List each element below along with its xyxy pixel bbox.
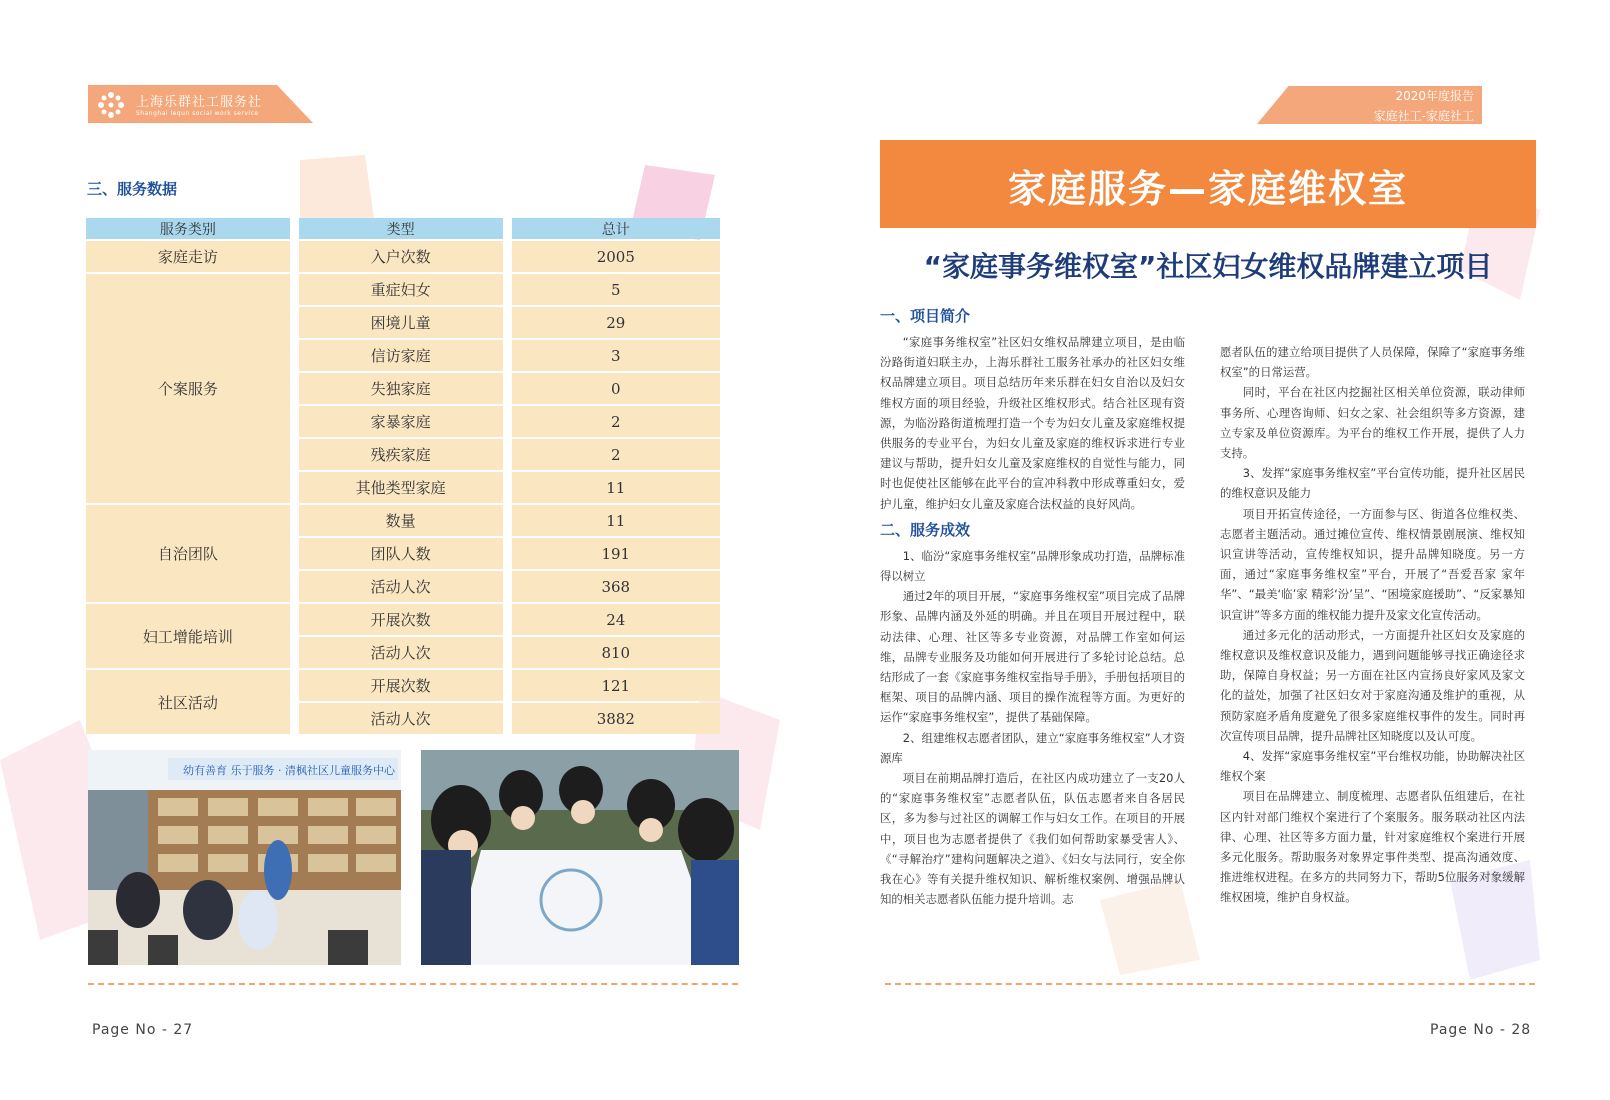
table-cell-type: 活动人次: [299, 571, 503, 602]
table-cell-total: 368: [512, 571, 720, 602]
table-cell-type: 活动人次: [299, 703, 503, 734]
paragraph: 同时，平台在社区内挖掘社区相关单位资源，联动律师事务所、心理咨询师、妇女之家、社会组织等多方资源，建立专家及单位资源库。为平台的维权工作开展，提供了人力支持。: [1220, 385, 1525, 461]
table-cell-type: 开展次数: [299, 604, 503, 635]
paragraph: 通过多元化的活动形式，一方面提升社区妇女及家庭的维权意识及维权意识及能力，遇到问题能够寻找正确途径求助，保障自身权益；另一方面在社区内宣扬良好家风及家文化的益处，加强了社区妇女对于家庭沟通及维护的重视，从预防家庭矛盾角度避免了很多家庭维权事件的发生。同时再次宣传项目品牌，提升品牌社区知晓度以及认可度。: [1220, 627, 1525, 743]
paragraph: 项目开拓宣传途径，一方面参与区、街道各位维权类、志愿者主题活动。通过摊位宣传、维权情景剧展演、维权知识宣讲等活动，宣传维权知识，提升品牌知晓度。另一方面，通过“家庭事务维权室”平台，开展了“吾爱吾家 家年华”、“最美‘临’家 精彩‘汾’呈”、“困境家庭援助”、“反家暴知识宣讲”等多方面的维权能力提升及家文化宣传活动。: [1220, 506, 1525, 622]
report-department: 家庭社工-家庭社工: [1373, 109, 1474, 123]
table-cell-total: 121: [512, 670, 720, 701]
table-header-total: 总计: [512, 218, 720, 239]
table-cell-type: 失独家庭: [299, 373, 503, 404]
heading-service-results: 二、服务成效: [880, 520, 971, 539]
logo-text-cn: 上海乐群社工服务社: [136, 95, 263, 110]
table-cell-type: 重症妇女: [299, 274, 503, 305]
table-cell-type: 信访家庭: [299, 340, 503, 371]
table-cell-category: 妇工增能培训: [86, 604, 290, 668]
banner-title: 家庭服务—家庭维权室: [1007, 167, 1408, 211]
table-cell-total: 2005: [512, 241, 720, 272]
photo-sign-text: 幼有善育 乐于服务 · 清枫社区儿童服务中心: [183, 764, 395, 777]
footer-divider-left: [88, 983, 738, 985]
table-row: [86, 670, 720, 701]
paragraph: 愿者队伍的建立给项目提供了人员保障，保障了“家庭事务维权室”的日常运营。: [1220, 345, 1525, 380]
paragraph: 1、临汾“家庭事务维权室”品牌形象成功打造，品牌标准得以树立: [880, 548, 1185, 584]
paragraph: 项目在前期品牌打造后，在社区内成功建立了一支20人的“家庭事务维权室”志愿者队伍，队伍志愿者来自各居民区，多为参与过社区的调解工作与妇女工作。在项目的开展中，项目也为志愿者提供了《我们如何帮助家暴受害人》、《“寻解治疗”建构问题解决之道》、《妇女与法同行，安全你我在心》等有关提升维权知识、解析维权案例、增强品牌认知的相关志愿者队伍能力提升培训。志: [880, 771, 1185, 907]
table-row: [86, 505, 720, 536]
table-header-category: 服务类别: [86, 218, 290, 239]
photo-children-library: [88, 750, 401, 965]
table-cell-total: 29: [512, 307, 720, 338]
table-body: [86, 241, 720, 734]
table-row: [86, 241, 720, 272]
paragraph: “家庭事务维权室”社区妇女维权品牌建立项目，是由临汾路街道妇联主办，上海乐群社工服务社承办的社区妇女维权品牌建立项目。项目总结历年来乐群在妇女自治以及妇女维权方面的项目经验，升级社区维权形式。结合社区现有资源，为临汾路街道梳理打造一个专为妇女儿童及家庭维权提供服务的专业平台，为妇女儿童及家庭的维权诉求进行专业建议与帮助，提升妇女儿童及家庭维权的自觉性与能力，同时也促使社区能够在此平台的宣冲科教中形成尊重妇女，爱护儿童，维护妇女儿童及家庭合法权益的良好风尚。: [880, 335, 1185, 511]
table-cell-type: 困境儿童: [299, 307, 503, 338]
table-cell-total: 11: [512, 505, 720, 536]
table-cell-total: 3882: [512, 703, 720, 734]
table-cell-total: 0: [512, 373, 720, 404]
table-header-type: 类型: [299, 218, 503, 239]
table-cell-type: 残疾家庭: [299, 439, 503, 470]
table-cell-total: 3: [512, 340, 720, 371]
page-number-right: Page No - 28: [1430, 1022, 1532, 1038]
report-year: 2020年度报告: [1395, 89, 1474, 103]
photo-group-activity: [421, 750, 739, 965]
table-cell-type: 数量: [299, 505, 503, 536]
table-row: [86, 604, 720, 635]
text-column-1: [880, 300, 1185, 909]
photo-group-activity-image: [421, 750, 739, 965]
table-cell-type: 活动人次: [299, 637, 503, 668]
flower-logo-icon: [96, 90, 126, 120]
footer-divider-right: [885, 983, 1535, 985]
table-cell-total: 2: [512, 406, 720, 437]
page-number-left: Page No - 27: [92, 1022, 194, 1038]
table-cell-type: 入户次数: [299, 241, 503, 272]
table-cell-category: 家庭走访: [86, 241, 290, 272]
table-cell-total: 191: [512, 538, 720, 569]
table-cell-total: 5: [512, 274, 720, 305]
table-cell-type: 开展次数: [299, 670, 503, 701]
photo-children-library-image: [88, 750, 401, 965]
table-cell-total: 24: [512, 604, 720, 635]
logo-text-en: Shanghai lequn social work service: [136, 110, 259, 117]
table-cell-type: 团队人数: [299, 538, 503, 569]
paragraph: 3、发挥“家庭事务维权室”平台宣传功能，提升社区居民的维权意识及能力: [1220, 466, 1525, 501]
service-data-table: [77, 216, 729, 736]
paragraph: 2、组建维权志愿者团队，建立“家庭事务维权室”人才资源库: [880, 730, 1185, 765]
table-cell-type: 其他类型家庭: [299, 472, 503, 503]
table-cell-total: 810: [512, 637, 720, 668]
paragraph: 4、发挥“家庭事务维权室”平台维权功能，协助解决社区 维权个案: [1220, 749, 1525, 784]
table-cell-type: 家暴家庭: [299, 406, 503, 437]
table-cell-category: 个案服务: [86, 274, 290, 503]
table-cell-category: 社区活动: [86, 670, 290, 734]
table-cell-total: 2: [512, 439, 720, 470]
table-row: [86, 274, 720, 305]
paragraph: 通过2年的项目开展，“家庭事务维权室”项目完成了品牌形象、品牌内涵及外延的明确。并且在项目开展过程中，联动法律、心理、社区等多专业资源，对品牌工作室如何运维，品牌专业服务及功能如何开展进行了多轮讨论总结。总结形成了一套《家庭事务维权室指导手册》，手册包括项目的框架、项目的品牌内涵、项目的操作流程等方面。为更好的运作“家庭事务维权室”，提供了基础保障。: [880, 589, 1185, 725]
section-title-service-data: 三、服务数据: [87, 180, 178, 198]
table-cell-total: 11: [512, 472, 720, 503]
paragraph: 项目在品牌建立、制度梳理、志愿者队伍组建后，在社区内针对部门维权个案进行了个案服务。服务联动社区内法律、心理、社区等多方面力量，针对家庭维权个案进行开展多元化服务。帮助服务对象界定事件类型、提高沟通效度、推进维权进程。在多方的共同努力下，帮助5位服务对象缓解维权困境，维护自身权益。: [1220, 789, 1525, 905]
table-cell-category: 自治团队: [86, 505, 290, 602]
text-column-2: [1220, 342, 1525, 908]
heading-project-intro: 一、项目简介: [880, 307, 971, 325]
project-subtitle: “家庭事务维权室”社区妇女维权品牌建立项目: [923, 250, 1493, 283]
